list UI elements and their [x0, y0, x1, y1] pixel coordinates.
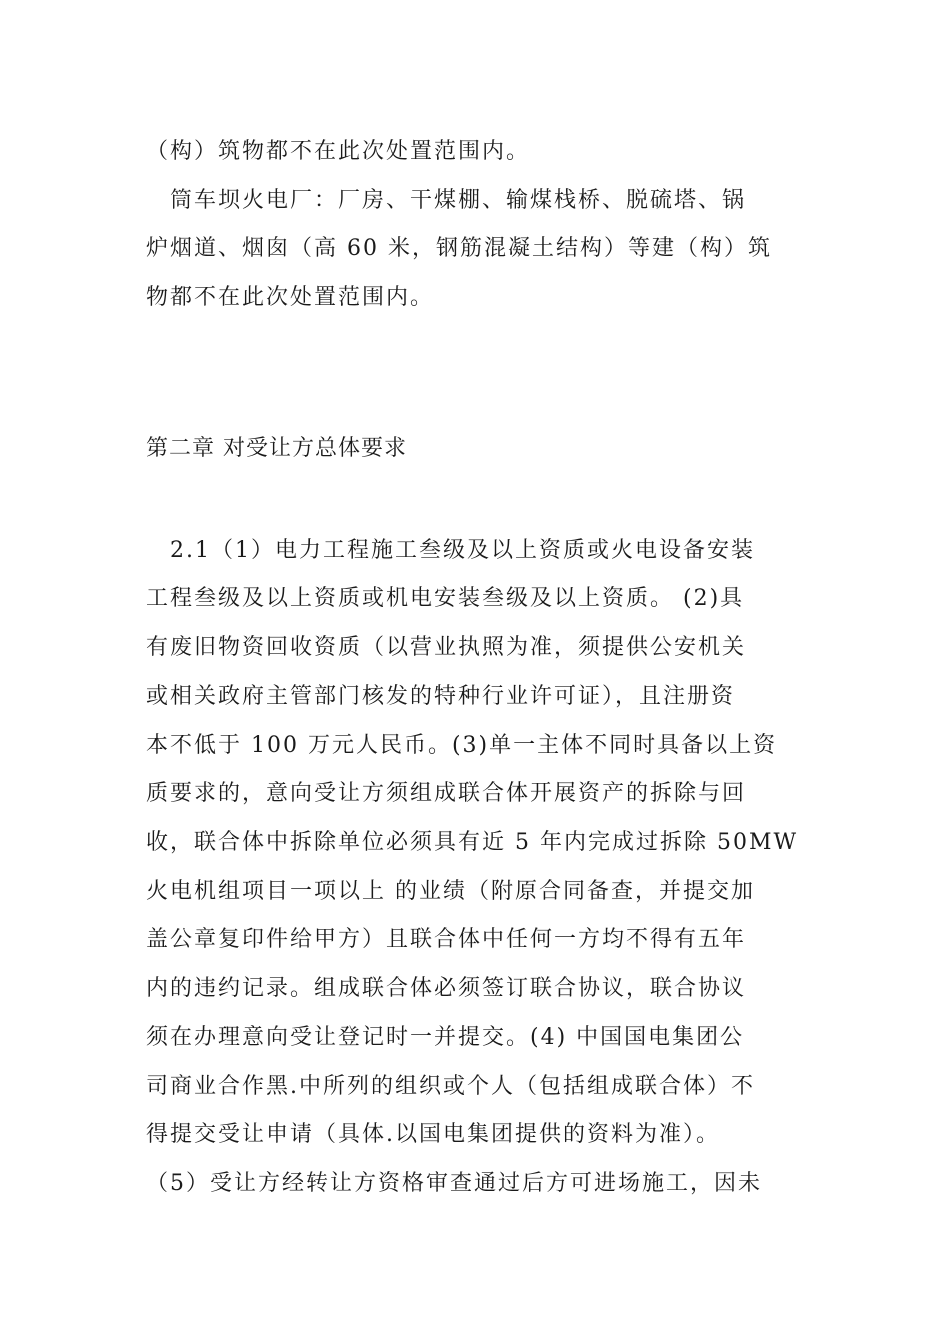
text-line-4: 物都不在此次处置范围内。 [146, 285, 435, 310]
text-line-3: 炉烟道、烟囱（高 60 米，钢筋混凝土结构）等建（构）筑 [146, 236, 772, 261]
text-line-5: 2.1（1）电力工程施工叁级及以上资质或火电设备安装 [170, 538, 755, 563]
text-line-6: 工程叁级及以上资质或机电安装叁级及以上资质。 (2)具 [146, 586, 745, 611]
text-line-12: 火电机组项目一项以上 的业绩（附原合同备查，并提交加 [146, 879, 755, 904]
text-line-17: 得提交受让申请（具体.以国电集团提供的资料为准）。 [146, 1122, 720, 1147]
text-line-2: 筒车坝火电厂：厂房、干煤棚、输煤栈桥、脱硫塔、锅 [170, 188, 747, 213]
text-line-7: 有废旧物资回收资质（以营业执照为准，须提供公安机关 [146, 635, 747, 660]
text-line-15: 须在办理意向受让登记时一并提交。(4) 中国国电集团公 [146, 1025, 745, 1050]
text-line-11: 收，联合体中拆除单位必须具有近 5 年内完成过拆除 50MW [146, 830, 799, 855]
text-line-1: （构）筑物都不在此次处置范围内。 [146, 139, 531, 164]
text-line-10: 质要求的，意向受让方须组成联合体开展资产的拆除与回 [146, 781, 747, 806]
text-line-9: 本不低于 100 万元人民币。(3)单一主体不同时具备以上资 [146, 733, 778, 758]
text-line-13: 盖公章复印件给甲方）且联合体中任何一方均不得有五年 [146, 927, 747, 952]
text-line-16: 司商业合作黑.中所列的组织或个人（包括组成联合体）不 [146, 1074, 755, 1099]
text-line-14: 内的违约记录。组成联合体必须签订联合协议，联合协议 [146, 976, 747, 1001]
chapter-heading: 第二章 对受让方总体要求 [146, 436, 407, 461]
text-line-8: 或相关政府主管部门核发的特种行业许可证），且注册资 [146, 684, 736, 709]
text-line-18: （5）受让方经转让方资格审查通过后方可进场施工，因未 [146, 1171, 762, 1196]
